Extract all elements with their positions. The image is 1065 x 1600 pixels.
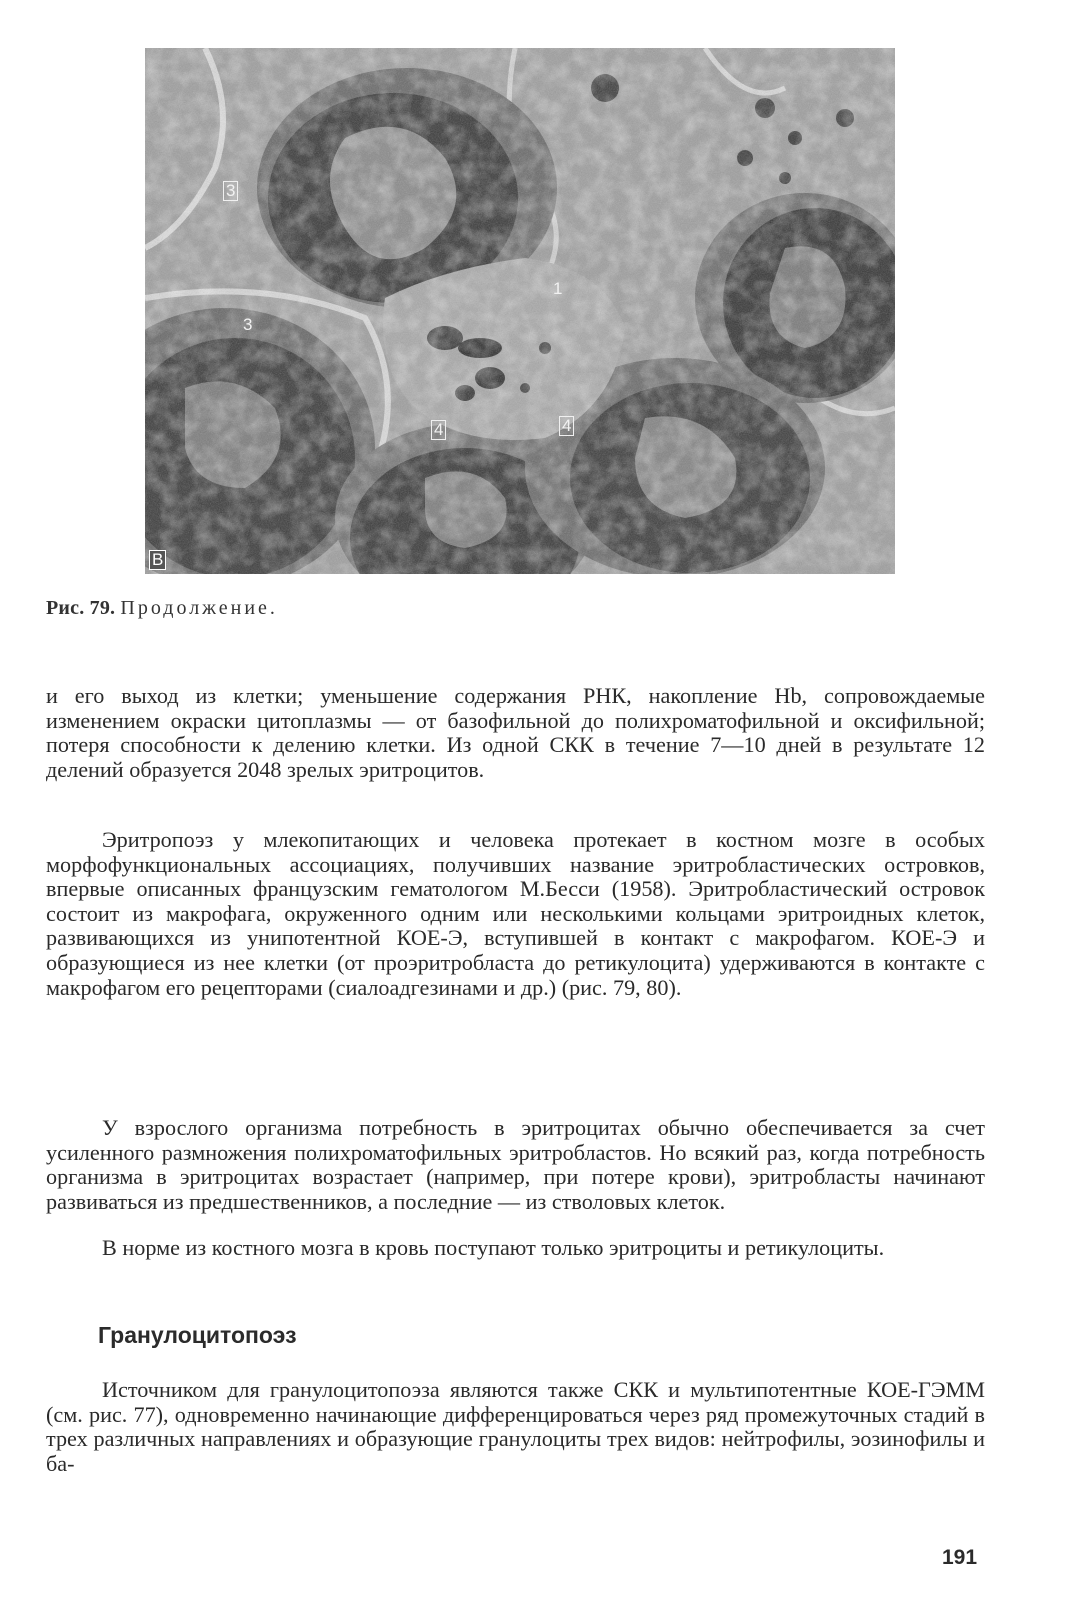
figure-label-3b: 3 — [243, 315, 253, 334]
paragraph-5: Источником для гранулоцитопоэза являются также СКК и мультипотентные КОЕ-ГЭММ (см. рис. 77), одновременно начинающие дифференцироваться через ряд промежуточных стадий в трех различных направлениях и образующие гранулоциты трех видов: нейтрофилы, эозинофилы и ба- — [46, 1377, 985, 1476]
caption-number: Рис. 79. — [46, 597, 116, 619]
paragraph-3: У взрослого организма потребность в эритроцитах обычно обеспечивается за счет усиленного размножения полихроматофильных эритробластов. Но всякий раз, когда потребность организма в эритроцитах возрастает (например, при потере крови), эритробласты начинают развиваться из предшественников, а последние — из стволовых клеток. — [46, 1115, 985, 1214]
caption-text: Продолжение. — [120, 597, 278, 619]
paragraph-1: и его выход из клетки; уменьшение содержания РНК, накопление Hb, сопровождаемые изменением окраски цитоплазмы — от базофильной до полихроматофильной и оксифильной; потеря способности к делению клетки. Из одной СКК в течение 7—10 дней в результате 12 делений образуется 2048 зрелых эритроцитов. — [46, 683, 985, 782]
figure-label-4a: 4 — [431, 420, 446, 440]
paragraph-2: Эритропоэз у млекопитающих и человека протекает в костном мозге в особых морфофункциональных ассоциациях, получивших название эритробластических островков, впервые описанных французским гематологом М.Бесси (1958). Эритробластический островок состоит из макрофага, окруженного одним или несколькими кольцами эритроидных клеток, развивающихся из унипотентной КОЕ-Э, вступившей в контакт с макрофагом. КОЕ-Э и образующиеся из нее клетки (от проэритробласта до ретикулоцита) удерживаются в контакте с макрофагом его рецепторами (сиалоадгезинами и др.) (рис. 79, 80). — [46, 827, 985, 1000]
section-heading: Гранулоцитопоэз — [98, 1322, 297, 1348]
page-number: 191 — [942, 1546, 978, 1569]
figure-caption — [46, 597, 278, 620]
figure-label-4b: 4 — [559, 416, 574, 436]
electron-micrograph — [145, 48, 895, 574]
figure-label-3a: 3 — [223, 181, 238, 201]
micrograph-image — [145, 48, 895, 574]
paragraph-4: В норме из костного мозга в кровь поступают только эритроциты и ретикулоциты. — [102, 1235, 885, 1260]
figure-label-1: 1 — [553, 279, 563, 298]
figure-panel-letter: В — [149, 550, 166, 570]
